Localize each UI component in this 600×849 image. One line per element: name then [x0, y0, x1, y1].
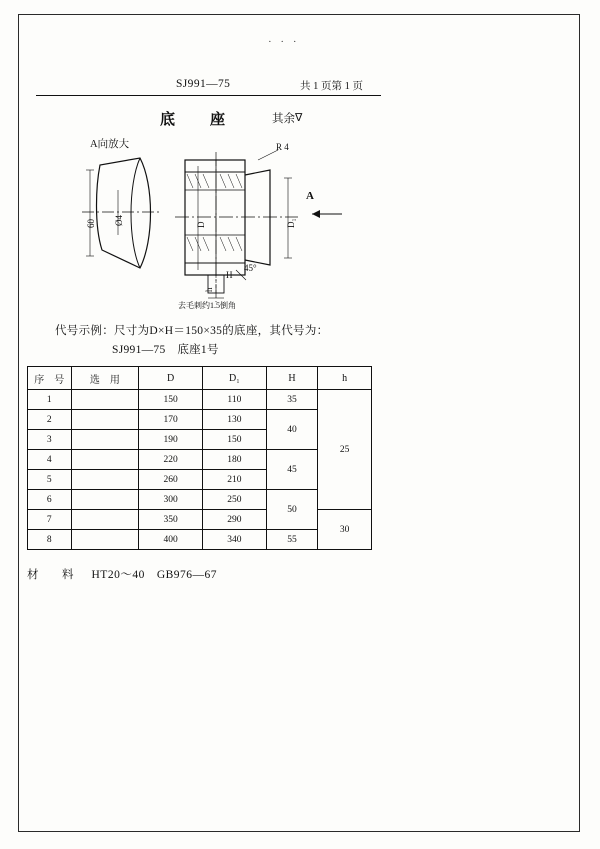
cell-sn: 8	[28, 530, 72, 550]
header-dots: · · ·	[268, 36, 300, 48]
page-title: 底 座	[160, 112, 236, 128]
roughness-label: 其余	[272, 113, 295, 125]
roughness-symbol-icon: ∇	[295, 112, 303, 124]
cell-H-merged-45: 45	[266, 450, 318, 490]
col-h: h	[318, 367, 372, 390]
cell-sn: 3	[28, 430, 72, 450]
cell-use[interactable]	[71, 530, 139, 550]
table-header-row	[28, 367, 372, 390]
col-D1: D₁	[203, 367, 267, 390]
cell-use[interactable]	[71, 470, 139, 490]
roughness-note	[272, 110, 302, 126]
cell-use[interactable]	[71, 490, 139, 510]
code-example-line2: SJ991—75 底座1号	[112, 344, 219, 356]
cell-H: 35	[266, 390, 318, 410]
cell-D1: 150	[203, 430, 267, 450]
cell-sn: 1	[28, 390, 72, 410]
code-example-line1: 代号示例：尺寸为D×H＝150×35的底座，其代号为：	[55, 325, 329, 337]
cell-D: 300	[139, 490, 203, 510]
col-D: D	[139, 367, 203, 390]
cell-D1: 180	[203, 450, 267, 470]
cell-D: 150	[139, 390, 203, 410]
table-row	[28, 390, 372, 410]
header-rule	[36, 95, 381, 96]
cell-D1: 340	[203, 530, 267, 550]
cell-H-merged-50: 50	[266, 490, 318, 530]
cell-use[interactable]	[71, 450, 139, 470]
cell-D: 190	[139, 430, 203, 450]
deburr-note: 去毛刺约1.5倒角	[178, 301, 236, 310]
cell-use[interactable]	[71, 410, 139, 430]
cell-sn: 2	[28, 410, 72, 430]
dim-h-label: h	[204, 287, 214, 292]
cell-sn: 4	[28, 450, 72, 470]
material-label: 材 料	[27, 569, 80, 581]
dimensions-table	[27, 366, 372, 550]
cell-H: 55	[266, 530, 318, 550]
cell-use[interactable]	[71, 390, 139, 410]
dim-small-dia-label: Ø4	[114, 215, 124, 226]
col-H: H	[266, 367, 318, 390]
cell-D1: 250	[203, 490, 267, 510]
cell-use[interactable]	[71, 510, 139, 530]
dim-D-label: D	[196, 221, 206, 228]
dim-r4-label: R 4	[276, 142, 289, 152]
dim-60-label: 60	[86, 219, 96, 228]
page-count: 共 1 页第 1 页	[300, 81, 363, 92]
technical-drawing	[30, 130, 370, 315]
cell-D: 260	[139, 470, 203, 490]
dim-H-label: H	[226, 270, 233, 280]
cell-H-merged-40: 40	[266, 410, 318, 450]
cell-sn: 6	[28, 490, 72, 510]
cell-D1: 210	[203, 470, 267, 490]
table-row	[28, 510, 372, 530]
col-serial-number: 序 号	[28, 367, 72, 390]
standard-number: SJ991—75	[176, 78, 231, 90]
cell-sn: 7	[28, 510, 72, 530]
cell-D: 170	[139, 410, 203, 430]
cell-h-merged-25: 25	[318, 390, 372, 510]
cell-D: 400	[139, 530, 203, 550]
material-line	[27, 566, 217, 582]
cell-use[interactable]	[71, 430, 139, 450]
cell-h-merged-30: 30	[318, 510, 372, 550]
cell-D1: 130	[203, 410, 267, 430]
cell-D: 220	[139, 450, 203, 470]
dim-45-label: 45°	[244, 263, 257, 273]
cell-sn: 5	[28, 470, 72, 490]
col-selection: 选 用	[71, 367, 139, 390]
view-arrow-label: A	[306, 190, 314, 202]
cell-D: 350	[139, 510, 203, 530]
dim-D1-label: D₁	[286, 218, 296, 228]
cell-D1: 110	[203, 390, 267, 410]
cell-D1: 290	[203, 510, 267, 530]
detail-view-label: A向放大	[90, 139, 130, 150]
material-value: HT20～40 GB976—67	[91, 569, 218, 581]
